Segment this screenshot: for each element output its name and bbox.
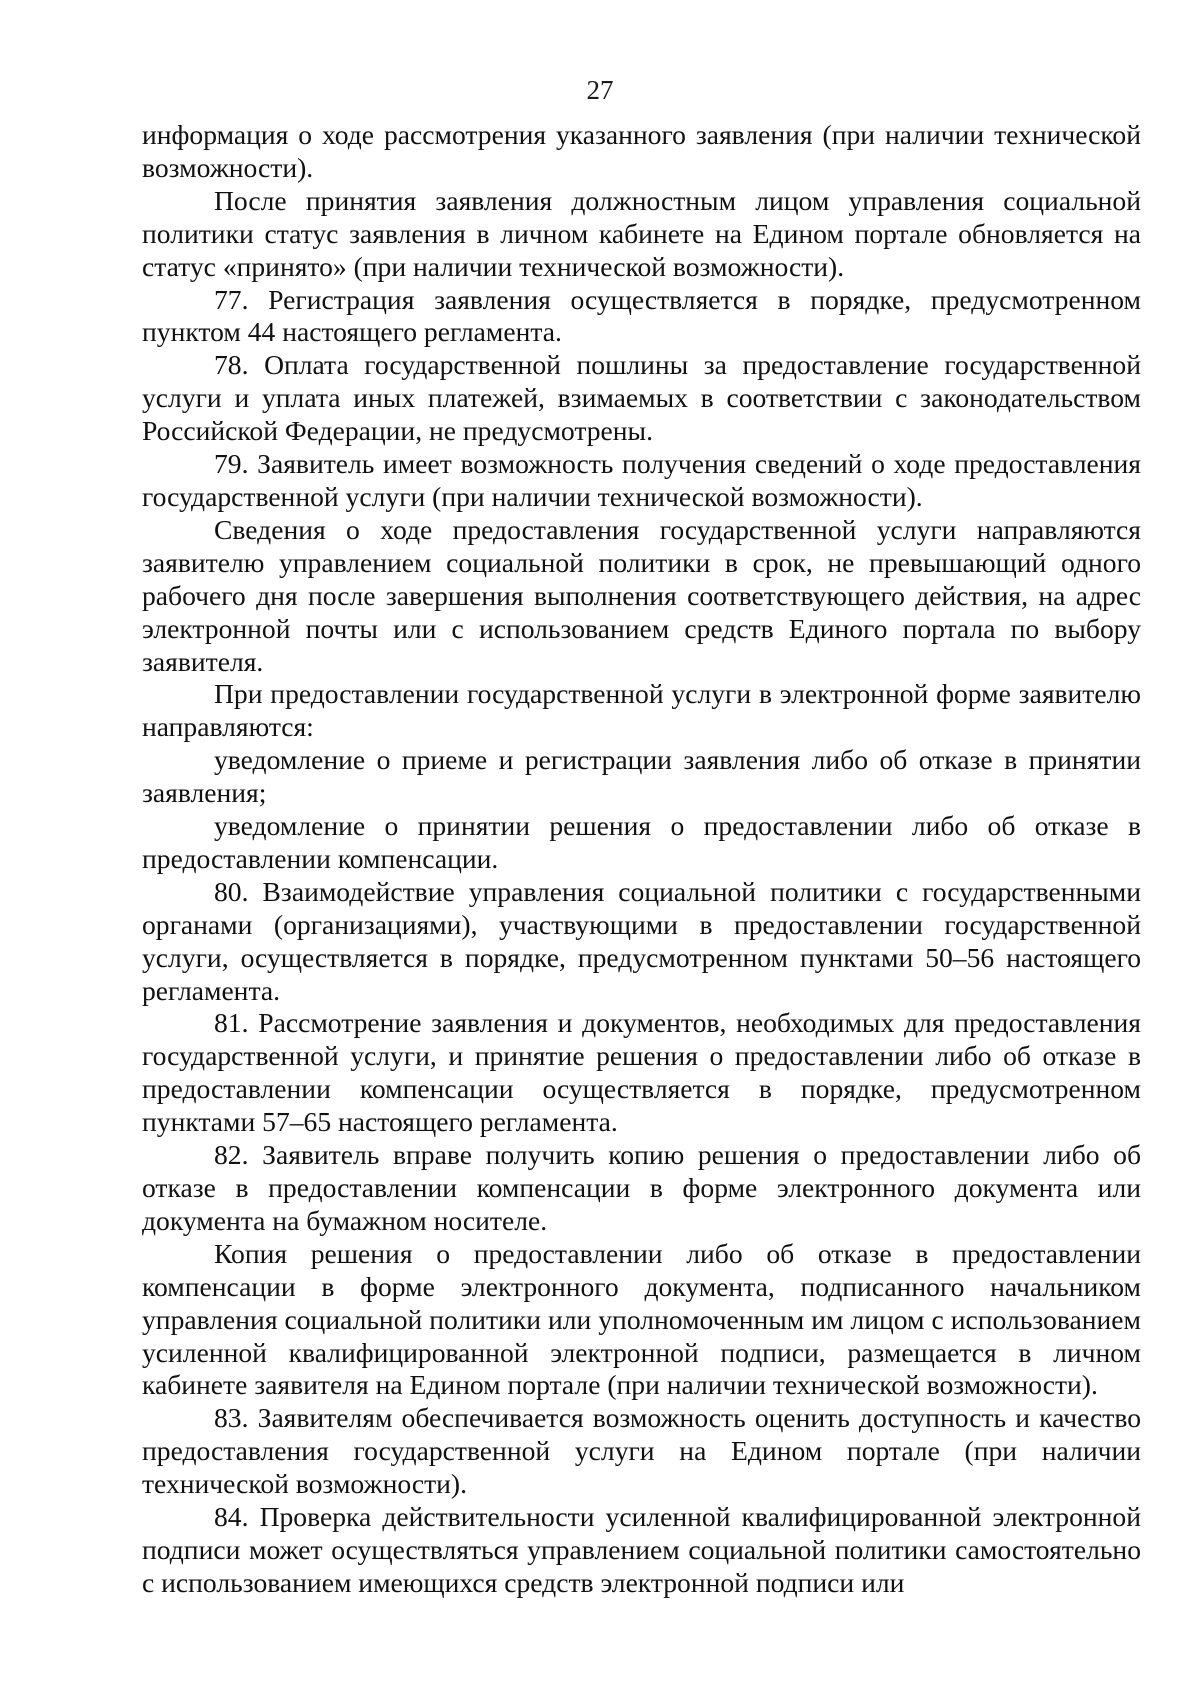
paragraph-item-80: 80. Взаимодействие управления социальной политики с государственными органами (организациями), участвующими в предоставлении государственной услуги, осуществляется в порядке, предусмотренном пунктами 50–56 настоящего регламента. [142,875,1141,1006]
paragraph-item-82: 82. Заявитель вправе получить копию решения о предоставлении либо об отказе в предоставлении компенсации в форме электронного документа или документа на бумажном носителе. [142,1139,1141,1236]
paragraph: Сведения о ходе предоставления государственной услуги направляются заявителю управлением социальной политики в срок, не превышающий одного рабочего дня после завершения выполнения соответствующего действия, на адрес электронной почты или с использованием средств Единого портала по выбору заявителя. [142,513,1141,677]
paragraph-list-item: уведомление о приеме и регистрации заявления либо об отказе в принятии заявления; [142,744,1141,809]
paragraph-item-83: 83. Заявителям обеспечивается возможность оценить доступность и качество предоставления государственной услуги на Едином портале (при наличии технической возможности). [142,1402,1141,1500]
page-number: 27 [586,75,614,105]
paragraph-item-77: 77. Регистрация заявления осуществляется в порядке, предусмотренном пунктом 44 настоящего регламента. [142,283,1141,348]
paragraph-item-84: 84. Проверка действительности усиленной квалифицированной электронной подписи может осуществляться управлением социальной политики самостоятельно с использованием имеющихся средств электронной подписи или [142,1501,1141,1598]
paragraph: Копия решения о предоставлении либо об отказе в предоставлении компенсации в форме электронного документа, подписанного начальником управления социальной политики или уполномоченным им лицом с использованием усиленной квалифицированной электронной подписи, размещается в личном кабинете заявителя на Едином портале (при наличии технической возможности). [142,1237,1141,1401]
document-body [142,119,1141,1600]
paragraph-item-78: 78. Оплата государственной пошлины за предоставление государственной услуги и уплата иных платежей, взимаемых в соответствии с законодательством Российской Федерации, не предусмотрены. [142,349,1141,447]
paragraph-item-79: 79. Заявитель имеет возможность получения сведений о ходе предоставления государственной услуги (при наличии технической возможности). [142,448,1141,512]
paragraph-item-81: 81. Рассмотрение заявления и документов, необходимых для предоставления государственной услуги, и принятие решения о предоставлении либо об отказе в предоставлении компенсации осуществляется в порядке, предусмотренном пунктами 57–65 настоящего регламента. [142,1007,1141,1138]
paragraph-continued: информация о ходе рассмотрения указанного заявления (при наличии технической возможности). [142,119,1141,183]
paragraph: При предоставлении государственной услуги в электронной форме заявителю направляются: [142,678,1141,743]
paragraph-list-item: уведомление о принятии решения о предоставлении либо об отказе в предоставлении компенсации. [142,810,1141,874]
paragraph: После принятия заявления должностным лицом управления социальной политики статус заявления в личном кабинете на Едином портале обновляется на статус «принято» (при наличии технической возможности). [142,184,1141,282]
